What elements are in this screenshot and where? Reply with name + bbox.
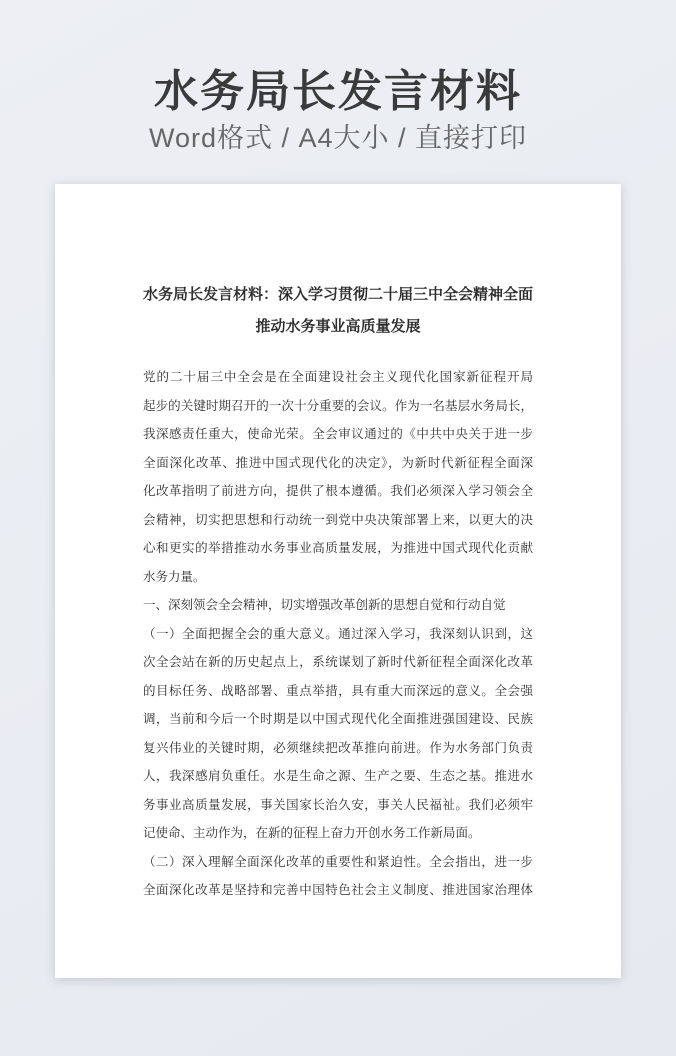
document-text-line: 党的二十届三中全会是在全面建设社会主义现代化国家新征程开局 [143,370,533,384]
document-text-line: 起步的关键时期召开的一次十分重要的会议。作为一名基层水务局长， [143,398,533,413]
document-text-line: （二）深入理解全面深化改革的重要性和紧迫性。全会指出，进一步 [143,854,533,869]
document-text-line: 化改革指明了前进方向，提供了根本遵循。我们必须深入学习领会全 [143,484,533,498]
document-text-line: 调，当前和今后一个时期是以中国式现代化全面推进强国建设、民族 [143,712,533,726]
document-text-line: 水务力量。 [143,569,206,584]
document-text-line: 全面深化改革、推进中国式现代化的决定》，为新时代新征程全面深 [143,455,533,470]
document-text-line: 全面深化改革是坚持和完善中国特色社会主义制度、推进国家治理体 [143,883,533,897]
header-banner [0,0,676,154]
document-text-line: 次全会站在新的历史起点上，系统谋划了新时代新征程全面深化改革 [143,655,533,669]
document-page [55,184,621,978]
header-subtitle: Word格式 / A4大小 / 直接打印 [148,123,528,153]
document-title-line: 水务局长发言材料：深入学习贯彻二十届三中全会精神全面 [143,287,534,303]
document-text-line: 我深感责任重大，使命光荣。全会审议通过的《中共中央关于进一步 [143,427,533,441]
document-body [143,363,533,905]
document-title-line: 推动水务事业高质量发展 [255,319,421,335]
document-text-line: 复兴伟业的关键时期，必须继续把改革推向前进。作为水务部门负责 [143,740,533,755]
document-text-line: 的目标任务、战略部署、重点举措，具有重大而深远的意义。全会强 [143,683,533,698]
header-title: 水务局长发言材料 [154,67,522,116]
document-text-line: 会精神，切实把思想和行动统一到党中央决策部署上来，以更大的决 [143,512,533,527]
document-text-line: 心和更实的举措推动水务事业高质量发展，为推进中国式现代化贡献 [143,541,533,555]
document-text-line: 记使命、主动作为，在新的征程上奋力开创水务工作新局面。 [143,826,481,840]
document-text-line: 一、深刻领会全会精神，切实增强改革创新的思想自觉和行动自觉 [143,598,506,612]
document-title [55,184,621,343]
document-text-line: 人，我深感肩负重任。水是生命之源、生产之要、生态之基。推进水 [143,769,533,783]
document-text-line: 务事业高质量发展，事关国家长治久安，事关人民福祉。我们必须牢 [143,797,533,812]
document-text-line: （一）全面把握全会的重大意义。通过深入学习，我深刻认识到，这 [143,626,533,641]
